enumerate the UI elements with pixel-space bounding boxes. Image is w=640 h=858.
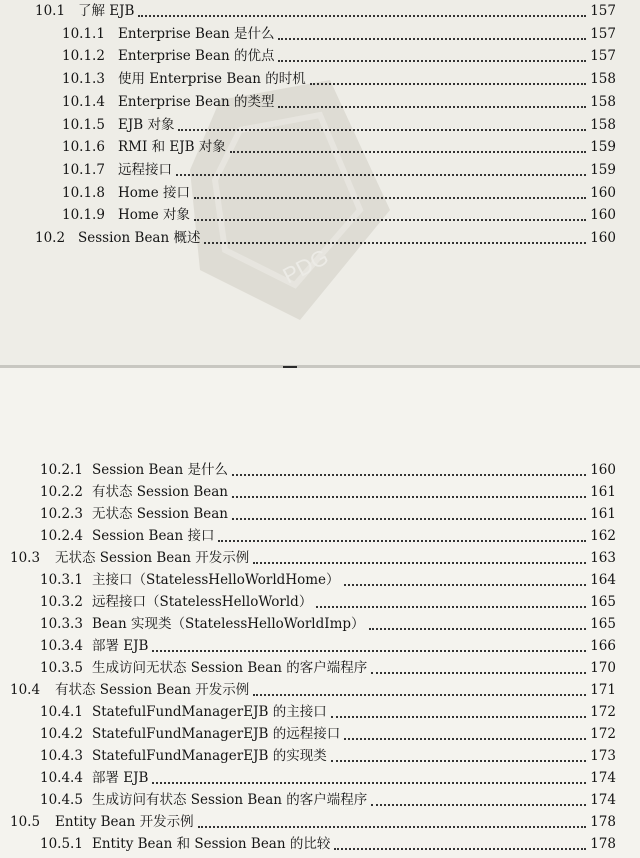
toc-entry-number: 10.2.4 [40, 528, 83, 544]
toc-entry-number: 10.3 [10, 550, 41, 566]
top-scan [0, 0, 640, 365]
toc-entry-title: 使用 Enterprise Bean 的时机 [118, 71, 306, 88]
toc-entry-number: 10.1.6 [62, 139, 105, 156]
toc-leader-dots [218, 540, 586, 542]
toc-entry-title: 了解 EJB [78, 3, 135, 19]
toc-entry-number: 10.1.5 [62, 116, 105, 133]
toc-entry-number: 10.5 [10, 814, 41, 830]
toc-entry[interactable] [0, 767, 640, 789]
toc-entry-page: 174 [590, 792, 616, 808]
toc-entry[interactable] [0, 701, 640, 723]
toc-entry-page: 157 [590, 3, 616, 19]
toc-leader-dots [152, 782, 586, 784]
toc-leader-dots [316, 606, 586, 608]
toc-entry-page: 163 [590, 550, 616, 566]
toc-entry[interactable] [0, 23, 640, 45]
toc-entry[interactable] [0, 45, 640, 67]
toc-entry-page: 172 [590, 704, 616, 720]
toc-leader-dots [232, 474, 586, 476]
toc-entry-title: Home 对象 [118, 207, 190, 224]
toc-leader-dots [198, 826, 587, 828]
toc-entry-page: 162 [590, 528, 616, 544]
toc-entry-number: 10.1.9 [62, 207, 105, 224]
toc-entry-number: 10.4.1 [40, 704, 83, 720]
toc-entry-number: 10.1.4 [62, 93, 105, 110]
toc-entry[interactable] [0, 68, 640, 90]
toc-entry-title: Home 接口 [118, 184, 190, 201]
toc-entry-page: 158 [590, 71, 616, 88]
toc-leader-dots [204, 242, 586, 244]
toc-entry-page: 170 [590, 660, 616, 676]
toc-entry-number: 10.1.8 [62, 184, 105, 201]
toc-entry-number: 10.2.2 [40, 484, 83, 500]
toc-entry[interactable] [0, 613, 640, 635]
toc-entry-page: 173 [590, 748, 616, 764]
toc-entry-page: 160 [590, 230, 616, 246]
toc-entry-title: Session Bean 接口 [92, 528, 215, 544]
toc-entry[interactable] [0, 547, 640, 569]
toc-leader-dots [176, 174, 586, 176]
toc-entry-title: EJB 对象 [118, 116, 175, 133]
toc-entry[interactable] [0, 503, 640, 525]
toc-leader-dots [310, 83, 586, 85]
toc-entry-page: 178 [590, 814, 616, 830]
toc-entry-title: RMI 和 EJB 对象 [118, 139, 226, 156]
toc-entry-page: 157 [590, 48, 616, 65]
toc-leader-dots [232, 518, 586, 520]
toc-entry-number: 10.3.5 [40, 660, 83, 676]
toc-entry-title: Entity Bean 开发示例 [55, 814, 194, 830]
toc-entry[interactable] [0, 459, 640, 481]
toc-entry-title: 部署 EJB [92, 638, 149, 654]
toc-entry[interactable] [0, 591, 640, 613]
toc-leader-dots [369, 628, 587, 630]
toc-entry-page: 160 [590, 462, 616, 478]
toc-entry[interactable] [0, 0, 640, 22]
toc-entry-number: 10.3.1 [40, 572, 83, 588]
bottom-scan [0, 368, 640, 858]
toc-entry-number: 10.5.1 [40, 836, 83, 852]
toc-entry-page: 158 [590, 93, 616, 110]
toc-entry[interactable] [0, 91, 640, 113]
toc-entry-number: 10.4.2 [40, 726, 83, 742]
toc-entry[interactable] [0, 657, 640, 679]
toc-entry[interactable] [0, 481, 640, 503]
toc-leader-dots [344, 584, 587, 586]
toc-entry-title: Enterprise Bean 的优点 [118, 48, 275, 65]
toc-entry-number: 10.2.3 [40, 506, 83, 522]
toc-entry-title: Session Bean 是什么 [92, 462, 228, 478]
toc-entry-number: 10.3.4 [40, 638, 83, 654]
toc-leader-dots [194, 219, 586, 221]
toc-entry[interactable] [0, 569, 640, 591]
toc-entry-title: 无状态 Session Bean [92, 506, 228, 522]
toc-leader-dots [253, 562, 586, 564]
toc-entry-number: 10.1.7 [62, 161, 105, 178]
toc-entry-title: 生成访问有状态 Session Bean 的客户端程序 [92, 792, 368, 808]
toc-entry-title: Enterprise Bean 的类型 [118, 93, 275, 110]
toc-entry-title: 生成访问无状态 Session Bean 的客户端程序 [92, 660, 368, 676]
toc-entry-title: Enterprise Bean 是什么 [118, 25, 275, 42]
toc-leader-dots [230, 151, 586, 153]
toc-entry-page: 166 [590, 638, 616, 654]
toc-entry-title: 有状态 Session Bean [92, 484, 228, 500]
toc-leader-dots [331, 760, 586, 762]
toc-entry[interactable] [0, 811, 640, 833]
toc-entry-title: StatefulFundManagerEJB 的实现类 [92, 748, 327, 764]
toc-entry-title: StatefulFundManagerEJB 的远程接口 [92, 726, 341, 742]
toc-entry-page: 158 [590, 116, 616, 133]
toc-entry-number: 10.3.2 [40, 594, 83, 610]
toc-entry-title: 无状态 Session Bean 开发示例 [55, 550, 250, 566]
toc-leader-dots [371, 804, 586, 806]
toc-entry-title: 主接口（StatelessHelloWorldHome） [92, 572, 340, 588]
toc-entry[interactable] [0, 204, 640, 226]
toc-leader-dots [253, 694, 586, 696]
toc-entry-number: 10.1.1 [62, 25, 105, 42]
toc-leader-dots [138, 15, 586, 17]
toc-leader-dots [278, 106, 586, 108]
toc-entry-title: Bean 实现类（StatelessHelloWorldImp） [92, 616, 365, 632]
toc-entry-number: 10.3.3 [40, 616, 83, 632]
toc-entry-number: 10.4 [10, 682, 41, 698]
toc-entry-title: 远程接口（StatelessHelloWorld） [92, 594, 313, 610]
toc-entry-page: 160 [590, 184, 616, 201]
toc-entry-number: 10.2.1 [40, 462, 83, 478]
toc-entry[interactable] [0, 114, 640, 136]
toc-entry-page: 165 [590, 594, 616, 610]
toc-entry[interactable] [0, 789, 640, 811]
toc-entry-title: StatefulFundManagerEJB 的主接口 [92, 704, 327, 720]
toc-leader-dots [371, 672, 586, 674]
toc-leader-dots [152, 650, 586, 652]
toc-entry-page: 161 [590, 506, 616, 522]
toc-entry-number: 10.1 [35, 3, 66, 19]
toc-entry[interactable] [0, 745, 640, 767]
toc-entry[interactable] [0, 159, 640, 181]
toc-leader-dots [331, 716, 586, 718]
toc-leader-dots [334, 848, 586, 850]
toc-entry-number: 10.2 [35, 230, 66, 246]
watermark-text: PDG [278, 243, 333, 289]
toc-entry-number: 10.1.2 [62, 48, 105, 65]
toc-entry-page: 178 [590, 836, 616, 852]
toc-entry-number: 10.4.4 [40, 770, 83, 786]
toc-leader-dots [344, 738, 586, 740]
toc-entry-page: 160 [590, 207, 616, 224]
toc-entry-page: 159 [590, 161, 616, 178]
toc-entry-page: 171 [590, 682, 616, 698]
toc-entry[interactable] [0, 635, 640, 657]
toc-entry-page: 159 [590, 139, 616, 156]
toc-leader-dots [232, 496, 586, 498]
toc-entry-number: 10.4.5 [40, 792, 83, 808]
toc-entry[interactable] [0, 182, 640, 204]
toc-entry-page: 172 [590, 726, 616, 742]
toc-entry[interactable] [0, 227, 640, 249]
toc-entry-number: 10.4.3 [40, 748, 83, 764]
toc-entry-page: 165 [590, 616, 616, 632]
toc-entry-title: 部署 EJB [92, 770, 149, 786]
toc-entry[interactable] [0, 679, 640, 701]
toc-entry-page: 164 [590, 572, 616, 588]
toc-entry-title: Session Bean 概述 [78, 230, 201, 246]
toc-entry-page: 161 [590, 484, 616, 500]
toc-entry[interactable] [0, 723, 640, 745]
toc-leader-dots [178, 129, 586, 131]
toc-leader-dots [278, 60, 586, 62]
toc-entry-page: 174 [590, 770, 616, 786]
toc-entry-number: 10.1.3 [62, 71, 105, 88]
toc-entry[interactable] [0, 136, 640, 158]
toc-entry-title: 远程接口 [118, 161, 172, 178]
toc-leader-dots [194, 197, 586, 199]
toc-entry-title: Entity Bean 和 Session Bean 的比较 [92, 836, 331, 852]
toc-entry-title: 有状态 Session Bean 开发示例 [55, 682, 250, 698]
toc-entry-page: 157 [590, 25, 616, 42]
toc-leader-dots [278, 38, 586, 40]
toc-entry[interactable] [0, 833, 640, 855]
toc-entry[interactable] [0, 525, 640, 547]
